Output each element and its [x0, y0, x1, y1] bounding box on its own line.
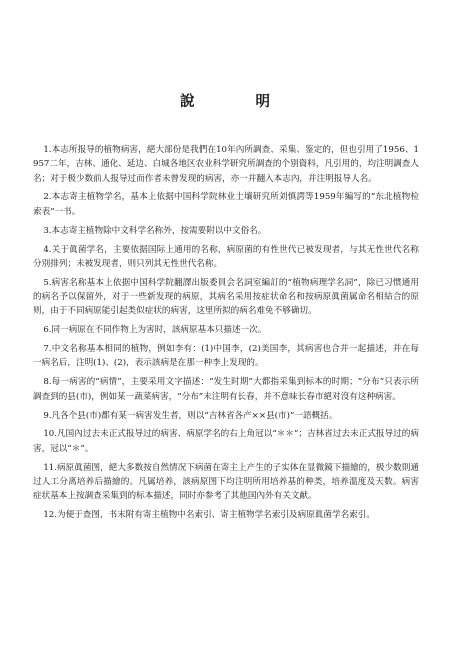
- note-item-12: 12.为便于查图，书末附有寄主植物中名索引、寄主植物学名索引及病原眞菌学名索引。: [43, 510, 375, 521]
- note-item-9: 9.凡各个县(市)都有某一病害发生者，则以“吉林省各产××县(市)”一語概括。: [43, 410, 338, 421]
- note-item-11: 11.病原眞菌图，絕大多数按自然情况下病菌在寄主上产生的子实体在显微鏡下描繪的，极少数則通过人工分离培养后描繪的。凡属培养，該病原图下均注明所用培养基的种类，培养溫度及天数。病害症状基本上按調查采集到的标本描述，同时亦参考了其他国內外有关文献。: [33, 462, 419, 502]
- note-item-1: 1.本志所报导的植物病害，絕大部份是我們在10年內所調查、采集、鉴定的，但也引用了1956、1957二年，吉林、通化、延边、白城各地区农业科学研究所調查的个别資料，凡引用的，均注明調查人名；对于极少数前人报导过而作者未曾发现的病害，亦一并翻入本志內，并注明报导人名。: [33, 145, 419, 184]
- note-item-4: 4.关于眞菌学名，主要依据国际上通用的名称，病原菌的有性世代已被发现者，与其无性世代名称分別排列；未被发现者，则只列其无性世代名称。: [33, 244, 419, 269]
- page-title: 說 明: [179, 93, 299, 110]
- note-item-8: 8.每一病害的“病情”，主要采用文字描述：“发生时期”大都指采集到标本的时期；“分布”只表示所調查到的县(市)，例如某一蔬菜病害，“分布”未注明有长春，并不意味长春市絕对沒有这种病害。: [33, 377, 419, 402]
- note-item-5: 5.病害名称基本上依据中国科学院翻譯出版委員会名詞室編訂的“植物病理学名詞”，除已习惯通用的病名予以保留外，对于一些新发现的病原，其病名采用按症状命名和按病原眞菌属命名相結合的原则，由于不同病原能引起类似症状的病害，这里所拟的病名难免不够确切。: [33, 277, 419, 317]
- note-item-6: 6.同一病原在不同作物上为害时，該病原基本只描述一次。: [43, 325, 267, 336]
- note-item-3: 3.本志寄主植物除中文科学名称外，按需要附以中文俗名。: [43, 225, 267, 236]
- note-item-2: 2.本志寄主植物学名，基本上依据中国科学院林业土壤研究所刘慎諤等1959年編写的“东北植物检索表”一书。: [33, 192, 419, 217]
- note-item-7: 7.中文名称基本相同的植物，例如李有：(1)中国李，(2)美国李，其病害也合并一起描述，并在每一病名后，注明(1)、(2)，表示該病是在那一种李上发现的。: [33, 344, 419, 369]
- notes-body: [33, 143, 419, 527]
- note-item-10: 10.凡国內过去未正式报导过的病害、病原学名的右上角冠以“＊＊”；吉林省过去未正式报导过的病害，冠以“＊”。: [33, 429, 419, 454]
